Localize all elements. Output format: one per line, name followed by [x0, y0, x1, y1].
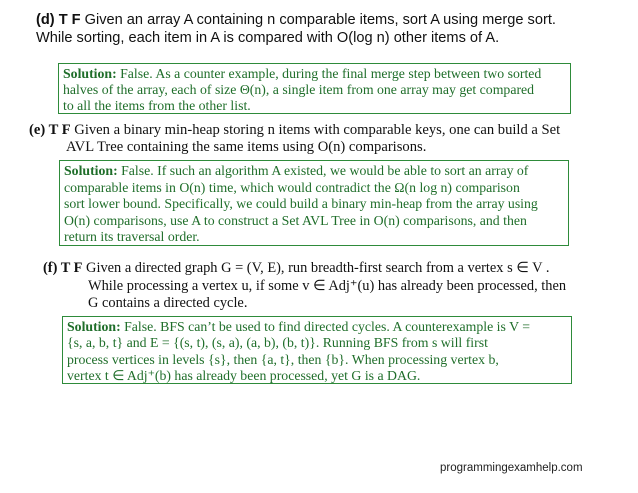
question-e-label: (e) T F — [29, 122, 71, 138]
solution-e-line-3: sort lower bound. Specifically, we could build a binary min-heap from the array using — [64, 196, 538, 212]
solution-f-line-2: {s, a, b, t} and E = {(s, t), (s, a), (a, b), (b, t)}. Running BFS from s will first — [67, 335, 488, 351]
question-d-label: (d) T F — [36, 12, 81, 28]
question-f — [43, 260, 633, 313]
solution-e-heading: Solution: — [64, 163, 118, 178]
solution-e-line-4: O(n) comparisons, use A to construct a Set AVL Tree in O(n) comparisons, and then — [64, 212, 527, 228]
solution-d-line-1: Solution: False. As a counter example, during the final merge step between two sorted — [63, 66, 542, 81]
solution-e-box — [59, 160, 569, 246]
solution-d-line-3: to all the items from the other list. — [63, 98, 251, 113]
solution-d-line-2: halves of the array, each of size Θ(n), a single item from one array may get compared — [63, 82, 535, 97]
question-f-line-3: G contains a directed cycle. — [88, 295, 248, 311]
question-e-line-2: AVL Tree containing the same items using O(n) comparisons. — [66, 139, 427, 155]
solution-f-line-1: Solution: False. BFS can’t be used to find directed cycles. A counterexample is V = — [67, 319, 531, 334]
solution-f-heading: Solution: — [67, 319, 121, 334]
question-d — [36, 11, 626, 47]
question-e-line-1: (e) T F Given a binary min-heap storing n items with comparable keys, one can build a Set — [29, 122, 561, 138]
question-f-label: (f) T F — [43, 260, 83, 276]
footer-site-link[interactable]: programmingexamhelp.com — [440, 462, 583, 474]
solution-e-line-2: comparable items in O(n) time, which would contradict the Ω(n log n) comparison — [64, 179, 520, 195]
solution-d-heading: Solution: — [63, 66, 117, 81]
solution-f-box — [62, 316, 572, 384]
question-f-line-2: While processing a vertex u, if some v ∈ Adj⁺(u) has already been processed, then — [88, 277, 567, 294]
solution-f-line-4: vertex t ∈ Adj⁺(b) has already been processed, yet G is a DAG. — [67, 368, 421, 384]
solution-d-box — [58, 63, 571, 114]
solution-f-line-3: process vertices in levels {s}, then {a, t}, then {b}. When processing vertex b, — [67, 351, 499, 367]
question-d-line-2: While sorting, each item in A is compared with O(log n) other items of A. — [36, 30, 500, 46]
solution-e-line-5: return its traversal order. — [64, 229, 200, 245]
question-e — [29, 122, 629, 156]
question-f-line-1: (f) T F Given a directed graph G = (V, E), run breadth-first search from a vertex s ∈ V . — [43, 260, 550, 276]
question-d-line-1: (d) T F Given an array A containing n comparable items, sort A using merge sort. — [36, 12, 556, 28]
solution-e-line-1: Solution: False. If such an algorithm A existed, we would be able to sort an array of — [64, 163, 529, 178]
